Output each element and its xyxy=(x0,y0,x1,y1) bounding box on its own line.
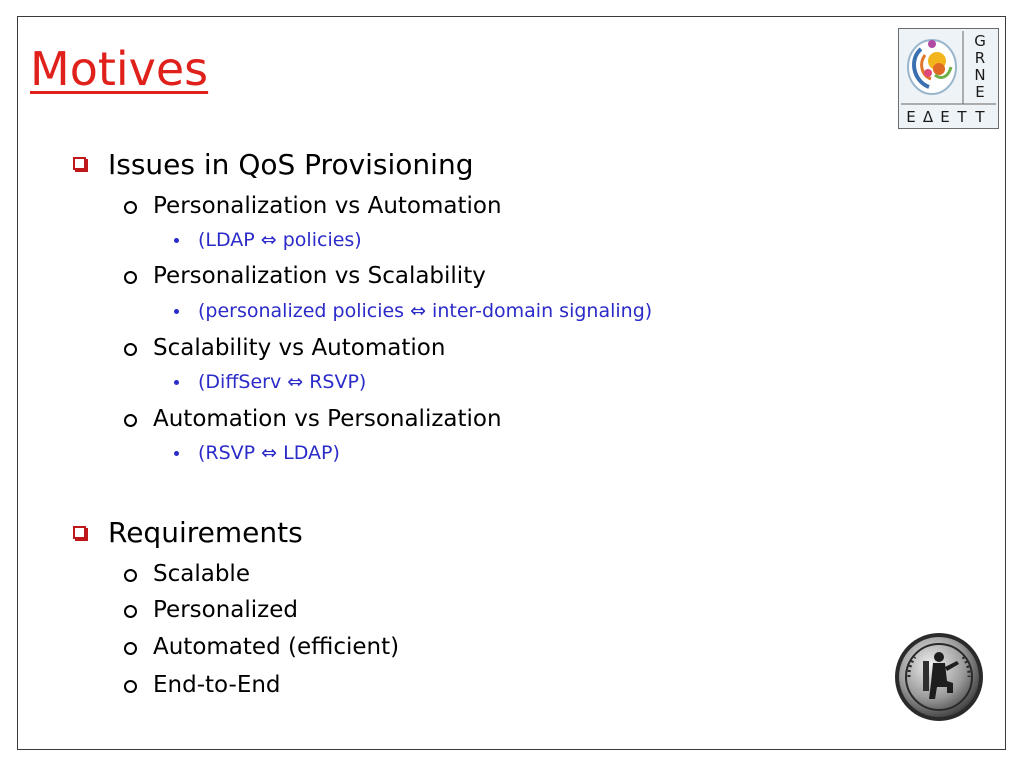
dot-bullet-icon xyxy=(174,380,179,385)
list-item: Personalization vs Automation xyxy=(153,193,502,219)
logo-letter: N xyxy=(974,66,986,84)
dot-bullet-icon xyxy=(174,309,179,314)
grnet-logo xyxy=(898,28,999,129)
section-heading: Issues in QoS Provisioning xyxy=(108,148,474,181)
list-item: Scalability vs Automation xyxy=(153,335,446,361)
slide-title: Motives xyxy=(30,42,209,96)
logo-letter: E xyxy=(975,83,985,101)
circle-bullet-icon xyxy=(124,605,137,618)
circle-bullet-icon xyxy=(124,271,137,284)
university-seal xyxy=(893,631,985,723)
list-item: Personalized xyxy=(153,597,298,623)
list-item-detail: (RSVP ⇔ LDAP) xyxy=(198,442,340,464)
section-heading: Requirements xyxy=(108,516,303,549)
circle-bullet-icon xyxy=(124,569,137,582)
seal-graphic xyxy=(893,631,985,723)
list-item: Automated (efficient) xyxy=(153,634,400,660)
circle-bullet-icon xyxy=(124,343,137,356)
logo-letter: Ε xyxy=(940,108,950,126)
logo-letter: Ε xyxy=(906,108,916,126)
square-bullet-icon xyxy=(73,157,86,170)
list-item-detail: (LDAP ⇔ policies) xyxy=(198,229,362,251)
list-item: Personalization vs Scalability xyxy=(153,263,486,289)
dot-bullet-icon xyxy=(174,451,179,456)
circle-bullet-icon xyxy=(124,642,137,655)
logo-letter: Τ xyxy=(957,108,967,126)
grnet-logo-graphic xyxy=(899,29,998,128)
circle-bullet-icon xyxy=(124,201,137,214)
list-item: Scalable xyxy=(153,561,250,587)
circle-bullet-icon xyxy=(124,414,137,427)
logo-letter: Δ xyxy=(922,108,934,126)
list-item: End-to-End xyxy=(153,672,281,698)
list-item-detail: (DiffServ ⇔ RSVP) xyxy=(198,371,367,393)
logo-letter: R xyxy=(974,49,986,67)
list-item: Automation vs Personalization xyxy=(153,406,502,432)
circle-bullet-icon xyxy=(124,680,137,693)
square-bullet-icon xyxy=(73,526,86,539)
logo-letter: G xyxy=(974,32,986,50)
dot-bullet-icon xyxy=(174,238,179,243)
logo-letter: T xyxy=(975,108,985,126)
list-item-detail: (personalized policies ⇔ inter-domain signaling) xyxy=(198,300,653,322)
